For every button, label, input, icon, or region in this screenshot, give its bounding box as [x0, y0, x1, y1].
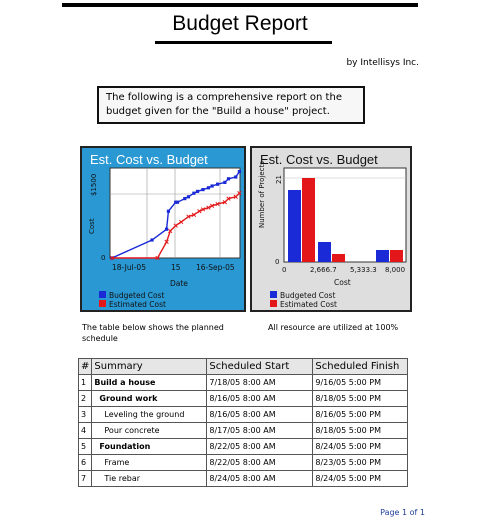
page-indicator: Page 1 of 1 [380, 508, 425, 517]
task-finish: 8/24/05 5:00 PM [313, 439, 408, 455]
task-start: 8/24/05 8:00 AM [207, 471, 313, 487]
bar [288, 190, 301, 262]
legend-swatch-estimated [99, 300, 106, 307]
y-axis-label: Number of Projects [258, 161, 266, 228]
table-row [79, 407, 408, 423]
task-finish: 8/23/05 5:00 PM [313, 455, 408, 471]
chart-title: Est. Cost vs. Budget [260, 152, 378, 167]
task-finish: 8/18/05 5:00 PM [313, 423, 408, 439]
legend-label-estimated: Estimated Cost [109, 300, 166, 309]
bar [332, 254, 345, 262]
table-caption: The table below shows the planned schedule [82, 323, 224, 343]
page-title: Budget Report [172, 12, 308, 35]
table-row [79, 455, 408, 471]
x-tick-label: 8,000 [385, 266, 406, 274]
bar [302, 178, 315, 262]
y-tick-label: 0 [101, 254, 106, 262]
task-summary: Pour concrete [92, 423, 207, 439]
column-header: Summary [92, 359, 207, 375]
task-start: 8/17/05 8:00 AM [207, 423, 313, 439]
table-header-row [79, 359, 408, 375]
row-number: 7 [79, 471, 92, 487]
top-rule [62, 3, 418, 7]
task-finish: 8/18/05 5:00 PM [313, 391, 408, 407]
table-row [79, 471, 408, 487]
x-tick-label: 5,333.3 [350, 266, 377, 274]
resource-note: All resource are utilized at 100% [268, 323, 399, 332]
y-axis-label: Cost [88, 218, 96, 234]
schedule-table [78, 358, 408, 487]
column-header: Scheduled Finish [313, 359, 408, 375]
data-point [227, 177, 230, 180]
data-point [201, 188, 204, 191]
cost-bar-chart [250, 146, 412, 312]
chart-title: Est. Cost vs. Budget [90, 152, 208, 167]
x-axis-label: Date [170, 279, 188, 288]
data-point [223, 181, 226, 184]
task-summary: Build a house [92, 375, 207, 391]
task-summary: Frame [92, 455, 207, 471]
task-finish: 8/16/05 5:00 PM [313, 407, 408, 423]
data-point [176, 201, 179, 204]
task-start: 7/18/05 8:00 AM [207, 375, 313, 391]
y-tick-label: 0 [275, 258, 280, 266]
row-number: 2 [79, 391, 92, 407]
data-point [167, 210, 170, 213]
column-header: Scheduled Start [207, 359, 313, 375]
data-point [183, 197, 186, 200]
task-start: 8/16/05 8:00 AM [207, 407, 313, 423]
data-point [211, 184, 214, 187]
line-chart-svg [82, 148, 244, 310]
task-start: 8/22/05 8:00 AM [207, 439, 313, 455]
data-point [196, 190, 199, 193]
task-start: 8/22/05 8:00 AM [207, 455, 313, 471]
row-number: 3 [79, 407, 92, 423]
row-number: 6 [79, 455, 92, 471]
bar-chart-svg [252, 148, 410, 310]
x-axis-label: Cost [334, 278, 351, 287]
task-summary: Foundation [92, 439, 207, 455]
data-point [207, 186, 210, 189]
data-point [238, 170, 241, 173]
legend-swatch-budgeted [270, 291, 277, 298]
data-point [150, 238, 153, 241]
row-number: 1 [79, 375, 92, 391]
table-row [79, 391, 408, 407]
bar [390, 250, 403, 262]
bar [376, 250, 389, 262]
x-tick-label: 15 [171, 263, 181, 272]
byline: by Intellisys Inc. [346, 58, 419, 68]
title-underline [155, 41, 332, 44]
legend-swatch-estimated [270, 300, 277, 307]
legend-swatch-budgeted [99, 291, 106, 298]
bar [318, 242, 331, 262]
task-finish: 9/16/05 5:00 PM [313, 375, 408, 391]
legend-label-budgeted: Budgeted Cost [280, 291, 336, 300]
task-summary: Ground work [92, 391, 207, 407]
table-row [79, 375, 408, 391]
data-point [192, 192, 195, 195]
cost-line-chart [80, 146, 246, 312]
row-number: 4 [79, 423, 92, 439]
column-header: # [79, 359, 92, 375]
row-number: 5 [79, 439, 92, 455]
y-tick-label: $1500 [90, 173, 98, 196]
table-row [79, 439, 408, 455]
legend-label-estimated: Estimated Cost [280, 300, 337, 309]
legend-label-budgeted: Budgeted Cost [109, 291, 165, 300]
x-tick-label: 0 [282, 266, 287, 274]
data-point [234, 175, 237, 178]
y-tick-label: 21 [275, 175, 283, 184]
task-summary: Tie rebar [92, 471, 207, 487]
intro-box: The following is a comprehensive report on the budget given for the "Build a house" project. [97, 86, 365, 124]
task-finish: 8/24/05 5:00 PM [313, 471, 408, 487]
x-tick-label: 2,666.7 [310, 266, 337, 274]
task-summary: Leveling the ground [92, 407, 207, 423]
data-point [216, 183, 219, 186]
data-point [165, 228, 168, 231]
task-start: 8/16/05 8:00 AM [207, 391, 313, 407]
x-tick-label: 18-Jul-05 [112, 263, 146, 272]
x-tick-label: 16-Sep-05 [196, 263, 235, 272]
table-row [79, 423, 408, 439]
data-point [187, 195, 190, 198]
